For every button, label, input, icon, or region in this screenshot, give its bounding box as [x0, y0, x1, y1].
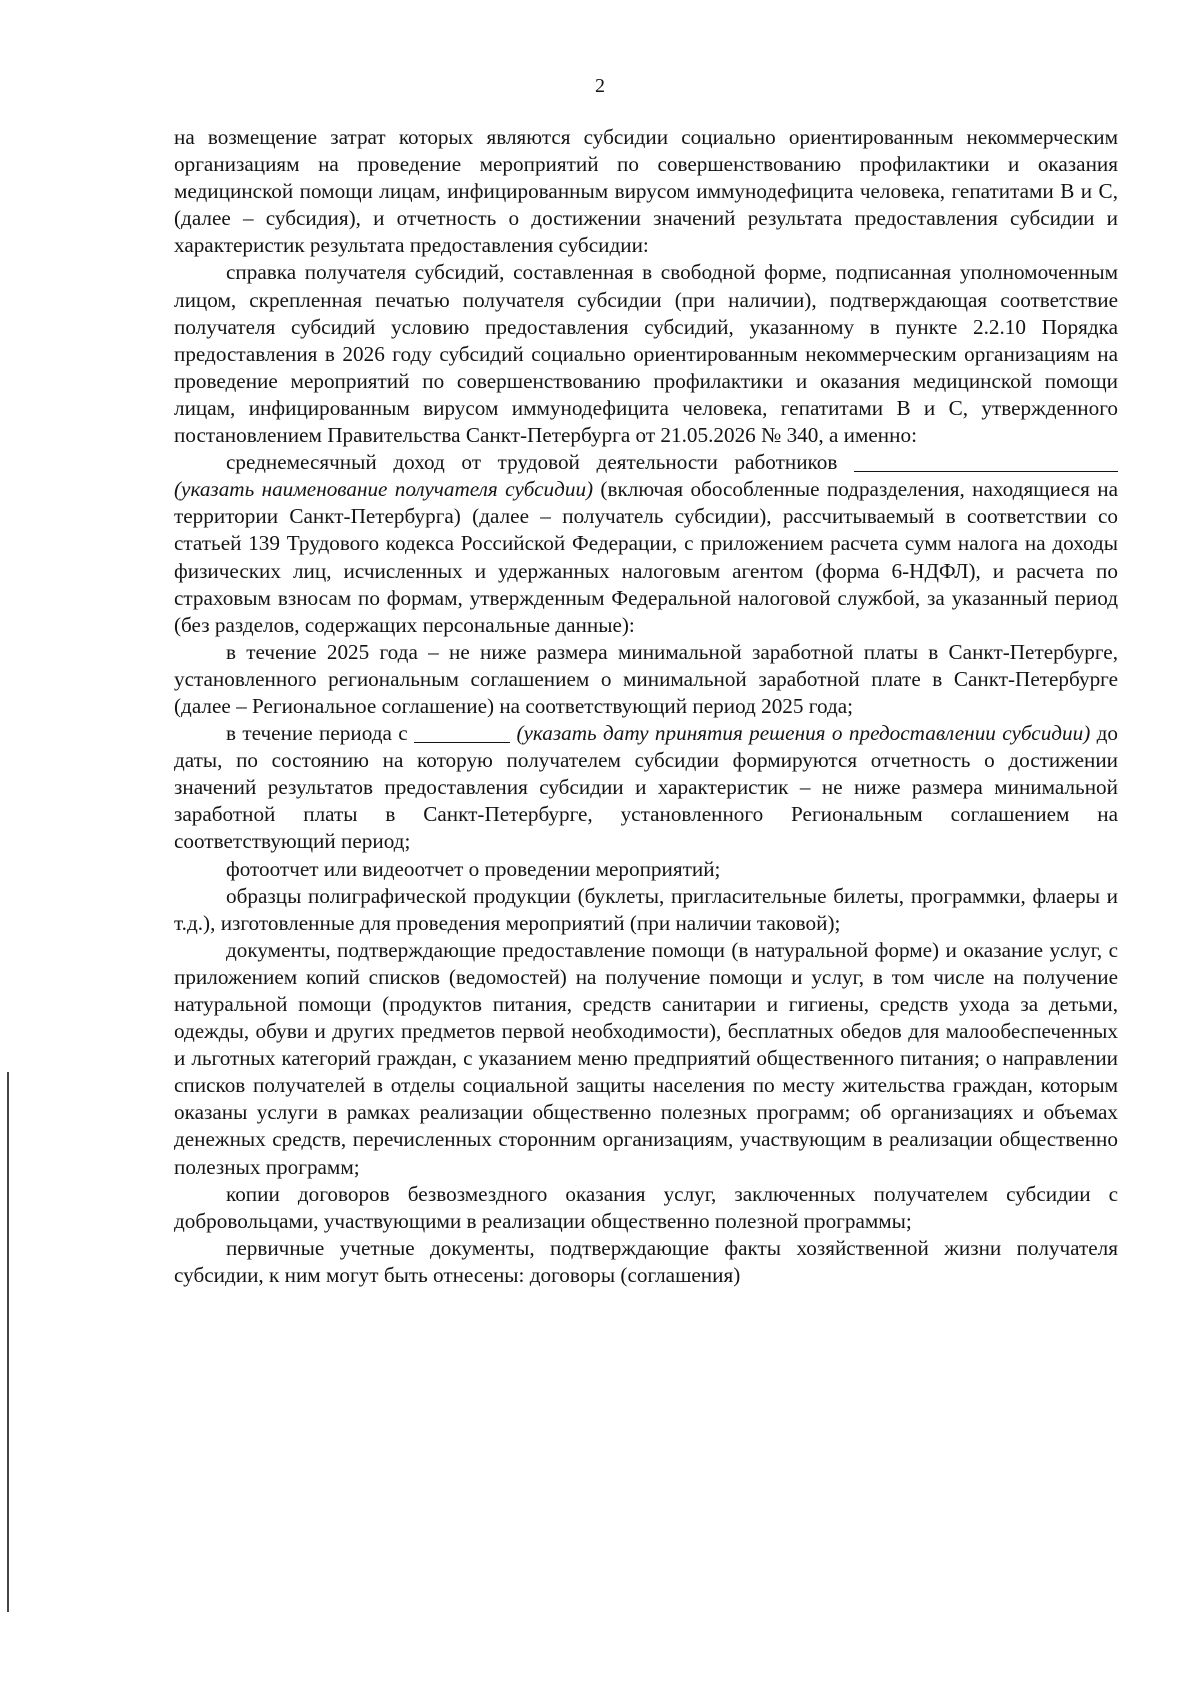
paragraph-text: фотоотчет или видеоотчет о проведении мероприятий; [226, 856, 721, 881]
paragraph [174, 883, 1118, 937]
paragraph-text: справка получателя субсидий, составленная в свободной форме, подписанная уполномоченным лицом, скрепленная печатью получателя субсидии (при наличии), подтверждающая соответствие получателя субсидий условию предоставления субсидий, указанному в пункте 2.2.10 Порядка предоставления в 2026 году субсидий социально ориентированным некоммерческим организациям на проведение мероприятий по совершенствованию профилактики и оказания медицинской помощи лицам, инфицированным вирусом иммунодефицита человека, гепатитами В и С, утвержденного постановлением Правительства Санкт-Петербурга от 21.05.2026 № 340, а именно: [174, 260, 1118, 448]
paragraph-text: первичные учетные документы, подтверждающие факты хозяйственной жизни получателя субсидии, к ним могут быть отнесены: договоры (соглашения) [174, 1235, 1118, 1287]
paragraph-text: в течение периода с [226, 721, 415, 746]
paragraph [174, 1235, 1118, 1289]
placeholder-instruction: (указать дату принятия решения о предоставлении субсидии) [516, 721, 1091, 746]
paragraph [174, 259, 1118, 449]
paragraph-text: на возмещение затрат которых являются субсидии социально ориентированным некоммерческим организациям на проведение мероприятий по совершенствованию профилактики и оказания медицинской помощи лицам, инфицированным вирусом иммунодефицита человека, гепатитами В и С, (далее – субсидия), и отчетность о достижении значений результата предоставления субсидии и характеристик результата предоставления субсидии: [174, 125, 1118, 258]
page-number: 2 [595, 75, 605, 97]
paragraph [174, 856, 1118, 883]
paragraph [174, 124, 1118, 259]
paragraph [174, 1181, 1118, 1235]
paragraph-text: документы, подтверждающие предоставление помощи (в натуральной форме) и оказание услуг, с приложением копий списков (ведомостей) на получение помощи и услуг, в том числе на получение натуральной помощи (продуктов питания, средств санитарии и гигиены, средств ухода за детьми, одежды, обуви и других предметов первой необходимости), бесплатных обедов для малообеспеченных и льготных категорий граждан, с указанием меню предприятий общественного питания; о направлении списков получателей в отделы социальной защиты населения по месту жительства граждан, которым оказаны услуги в рамках реализации общественно полезных программ; об организациях и объемах денежных средств, перечисленных сторонним организациям, участвующим в реализации общественно полезных программ; [174, 937, 1118, 1179]
margin-scan-line [7, 1072, 9, 1612]
paragraph-text: (включая обособленные подразделения, находящиеся на территории Санкт-Петербурга) (далее – получатель субсидии), рассчитываемый в соответствии со статьей 139 Трудового кодекса Российской Федерации, с приложением расчета сумм налога на доходы физических лиц, исчисленных и удержанных налоговым агентом (форма 6-НДФЛ), и расчета по страховым взносам по формам, утвержденным Федеральной налоговой службой, за указанный период (без разделов, содержащих персональные данные): [174, 477, 1118, 637]
paragraph-text: копии договоров безвозмездного оказания услуг, заключенных получателем субсидии с добровольцами, участвующими в реализации общественно полезной программы; [174, 1181, 1118, 1233]
paragraph [174, 639, 1118, 720]
paragraph-text: до даты, по состоянию на которую получателем субсидии формируются отчетность о достижении значений результатов предоставления субсидии и характеристик – не ниже размера минимальной заработной платы в Санкт-Петербурге, установленного Региональным соглашением на соответствующий период; [174, 721, 1119, 854]
fill-in-blank-line [414, 721, 510, 743]
paragraph-text: среднемесячный доход от трудовой деятельности работников [226, 450, 854, 475]
fill-in-blank-line [854, 450, 1118, 472]
paragraph-text: образцы полиграфической продукции (буклеты, пригласительные билеты, программки, флаеры и т.д.), изготовленные для проведения мероприятий (при наличии таковой); [174, 883, 1118, 935]
placeholder-instruction: (указать наименование получателя субсидии) [174, 477, 594, 502]
paragraph [174, 937, 1118, 1181]
paragraph [174, 449, 1118, 639]
document-body [174, 124, 1118, 1289]
paragraph [174, 720, 1118, 855]
paragraph-text: в течение 2025 года – не ниже размера минимальной заработной платы в Санкт-Петербурге, установленного региональным соглашением о минимальной заработной плате в Санкт-Петербурге (далее – Региональное соглашение) на соответствующий период 2025 года; [174, 639, 1118, 718]
